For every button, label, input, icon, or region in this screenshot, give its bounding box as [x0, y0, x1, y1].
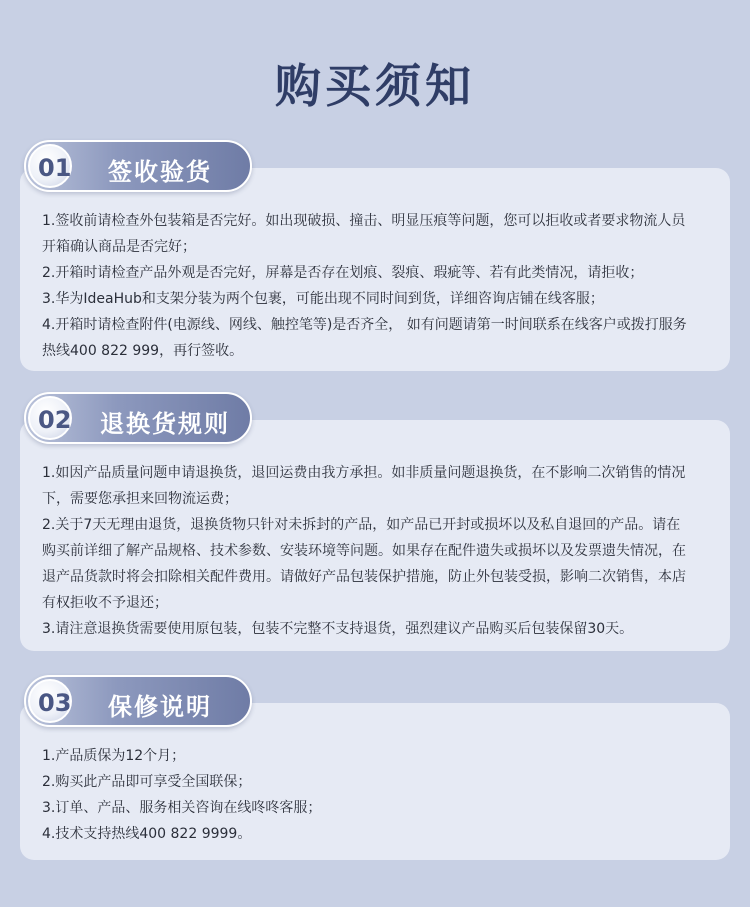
list-item: 3.订单、产品、服务相关咨询在线咚咚客服；	[42, 800, 322, 816]
section-number-badge	[28, 396, 72, 440]
section-header-receipt-inspection	[24, 140, 252, 192]
list-item: 2.开箱时请检查产品外观是否完好，屏幕是否存在划痕、裂痕、瑕疵等、若有此类情况，请拒收；	[42, 265, 644, 281]
list-item: 2.关于7天无理由退货，退换货物只针对未拆封的产品，如产品已开封或损坏以及私自退回的产品。请在购买前详细了解产品规格、技术参数、安装环境等问题。如果存在配件遗失或损坏以及发票遗失情况，在退产品货款时将会扣除相关配件费用。请做好产品包装保护措施，防止外包装受损，影响二次销售，本店有权拒收不予退还；	[42, 517, 686, 611]
list-item: 1.如因产品质量问题申请退换货，退回运费由我方承担。如非质量问题退换货，在不影响二次销售的情况下，需要您承担来回物流运费；	[42, 465, 686, 507]
section-card-return-policy	[20, 420, 730, 651]
section-number: 01	[38, 154, 72, 182]
list-item: 4.开箱时请检查附件(电源线、网线、触控笔等)是否齐全， 如有问题请第一时间联系在线客户或拨打服务热线400 822 999，再行签收。	[42, 317, 687, 359]
list-item: 4.技术支持热线400 822 9999。	[42, 826, 252, 842]
list-item: 1.产品质保为12个月；	[42, 748, 186, 764]
section-number: 02	[38, 406, 72, 434]
section-number: 03	[38, 689, 72, 717]
section-title: 退换货规则	[100, 410, 230, 438]
section-header-return-policy	[24, 392, 252, 444]
section-title: 签收验货	[108, 158, 212, 186]
list-item: 2.购买此产品即可享受全国联保；	[42, 774, 252, 790]
section-number-badge	[28, 144, 72, 188]
list-item: 1.签收前请检查外包装箱是否完好。如出现破损、撞击、明显压痕等问题，您可以拒收或者要求物流人员开箱确认商品是否完好；	[42, 213, 686, 255]
page-title: 购买须知	[275, 59, 475, 113]
list-item: 3.华为IdeaHub和支架分装为两个包裹，可能出现不同时间到货，详细咨询店铺在线客服；	[42, 291, 604, 307]
list-item: 3.请注意退换货需要使用原包装，包装不完整不支持退货，强烈建议产品购买后包装保留30天。	[42, 621, 634, 637]
section-title: 保修说明	[108, 693, 212, 721]
section-header-warranty	[24, 675, 252, 727]
section-number-badge	[28, 679, 72, 723]
section-card-receipt-inspection	[20, 168, 730, 371]
